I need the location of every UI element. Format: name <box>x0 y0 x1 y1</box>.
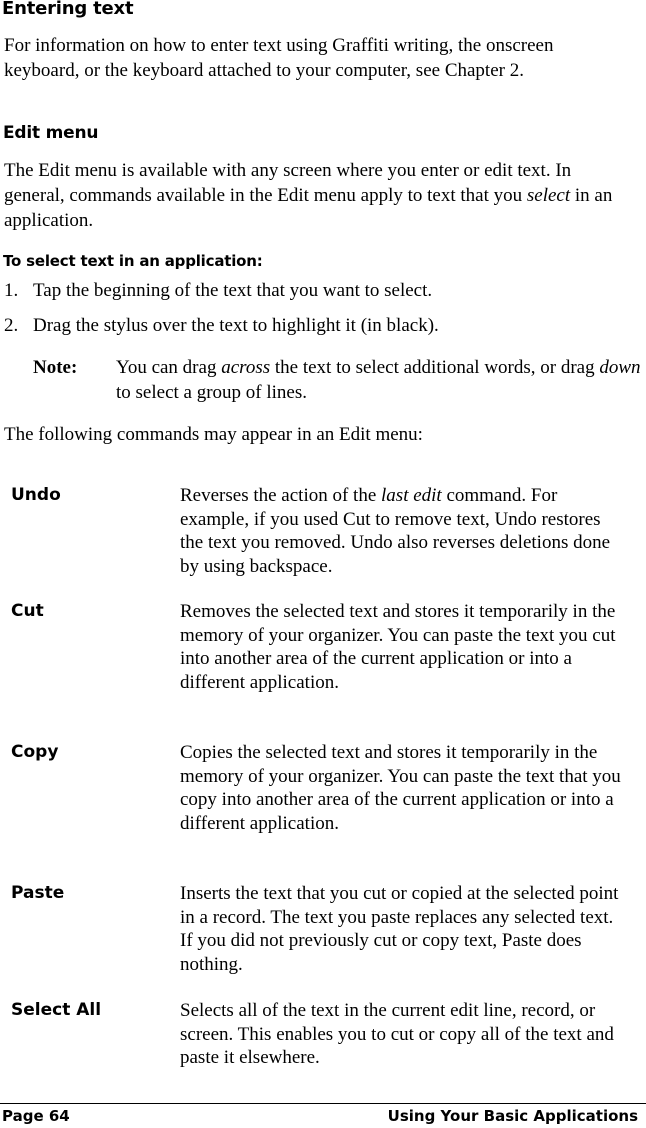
command-name-copy: Copy <box>11 742 59 762</box>
command-name-undo: Undo <box>11 485 61 505</box>
command-desc-cut: Removes the selected text and stores it temporarily in the memory of your organizer. You can paste the text you cut into another area of the current application or into a different application. <box>180 601 616 693</box>
step-number: 1. <box>4 280 19 301</box>
command-desc-copy: Copies the selected text and stores it temporarily in the memory of your organizer. You can paste the text that you copy into another area of the current application or into a different application. <box>180 742 621 834</box>
command-name-cut: Cut <box>11 601 44 621</box>
command-name-select-all: Select All <box>11 1000 102 1020</box>
list-item-step-1 <box>4 278 18 303</box>
command-desc-select-all: Selects all of the text in the current edit line, record, or screen. This enables you to cut or copy all of the text and paste it elsewhere. <box>180 1000 614 1068</box>
note-label: Note: <box>33 357 78 378</box>
footer-rule <box>0 1103 646 1104</box>
section-intro: For information on how to enter text using Graffiti writing, the onscreen keyboard, or the keyboard attached to your computer, see Chapter 2. <box>4 35 554 81</box>
footer-chapter-title: Using Your Basic Applications <box>387 1107 638 1125</box>
footer-page-number: Page 64 <box>2 1107 70 1125</box>
command-desc-paste: Inserts the text that you cut or copied at the selected point in a record. The text you paste replaces any selected text. If you did not previously cut or copy text, Paste does nothing. <box>180 883 619 975</box>
section-heading: Entering text <box>2 0 134 19</box>
step-text: Tap the beginning of the text that you want to select. <box>33 280 433 301</box>
step-number: 2. <box>4 315 19 336</box>
edit-menu-heading: Edit menu <box>3 123 99 143</box>
list-item-step-2 <box>4 313 18 338</box>
edit-menu-description: The Edit menu is available with any screen where you enter or edit text. In general, commands available in the Edit menu apply to text that you select in an application. <box>4 160 613 231</box>
procedure-heading: To select text in an application: <box>3 252 263 270</box>
commands-intro: The following commands may appear in an Edit menu: <box>4 424 423 445</box>
command-name-paste: Paste <box>11 883 65 903</box>
step-text: Drag the stylus over the text to highlight it (in black). <box>33 315 439 336</box>
command-desc-undo: Reverses the action of the last edit command. For example, if you used Cut to remove text, Undo restores the text you removed. Undo also reverses deletions done by using backspace. <box>180 485 611 577</box>
note-text: You can drag across the text to select additional words, or drag down to select a group of lines. <box>116 357 641 403</box>
